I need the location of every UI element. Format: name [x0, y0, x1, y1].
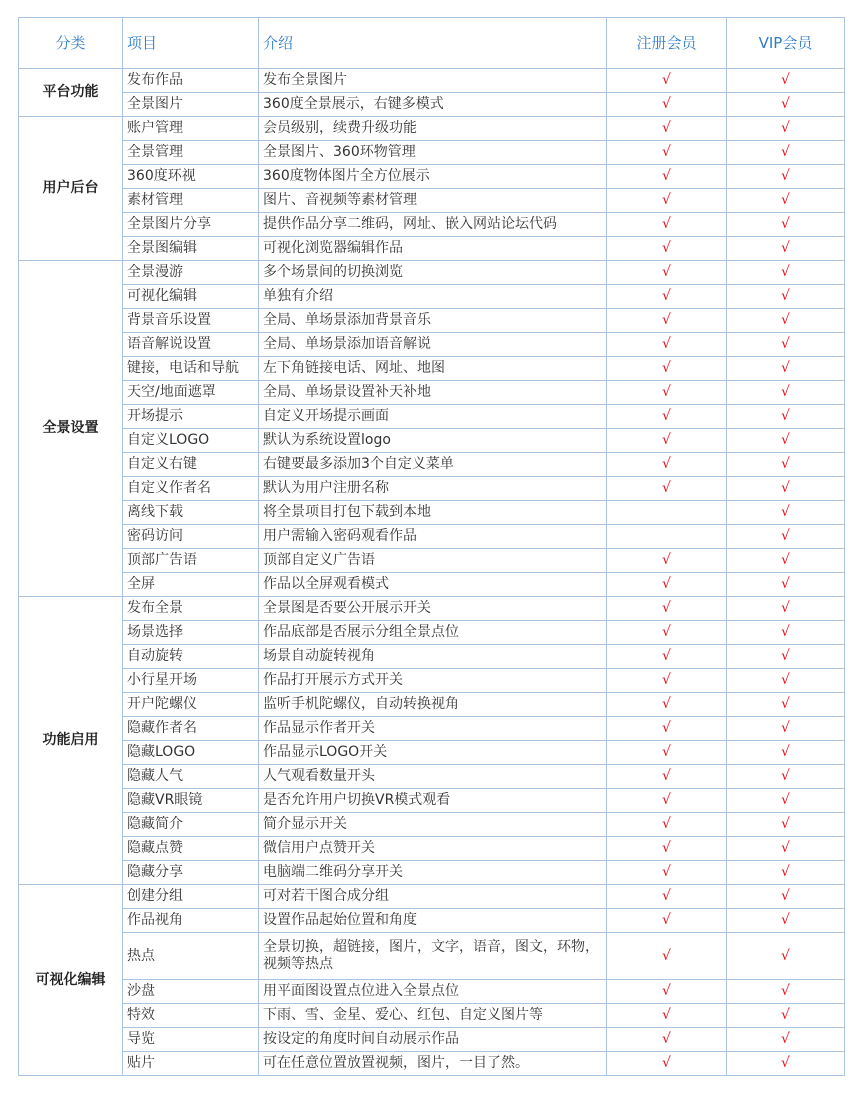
item-cell: 密码访问 — [123, 525, 259, 549]
table-row — [19, 1052, 845, 1076]
intro-cell: 可在任意位置放置视频，图片，一目了然。 — [259, 1052, 607, 1076]
registered-check-cell — [607, 909, 727, 933]
check-mark-icon: √ — [781, 384, 790, 400]
vip-check-cell — [727, 237, 845, 261]
check-mark-icon: √ — [662, 768, 671, 784]
table-row — [19, 885, 845, 909]
item-cell: 隐藏LOGO — [123, 741, 259, 765]
check-mark-icon: √ — [781, 1007, 790, 1023]
intro-cell: 会员级别，续费升级功能 — [259, 117, 607, 141]
check-mark-icon: √ — [662, 648, 671, 664]
category-cell: 功能启用 — [19, 597, 123, 885]
header-row — [19, 18, 845, 69]
check-mark-icon: √ — [781, 720, 790, 736]
registered-check-cell — [607, 645, 727, 669]
table-row — [19, 597, 845, 621]
check-mark-icon: √ — [662, 552, 671, 568]
item-cell: 隐藏点赞 — [123, 837, 259, 861]
vip-check-cell — [727, 285, 845, 309]
check-mark-icon: √ — [781, 432, 790, 448]
intro-cell: 提供作品分享二维码，网址、嵌入网站论坛代码 — [259, 213, 607, 237]
intro-cell: 默认为系统设置logo — [259, 429, 607, 453]
vip-check-cell — [727, 717, 845, 741]
table-row — [19, 357, 845, 381]
check-mark-icon: √ — [662, 96, 671, 112]
table-row — [19, 693, 845, 717]
item-cell: 特效 — [123, 1004, 259, 1028]
item-cell: 开户陀螺仪 — [123, 693, 259, 717]
item-cell: 贴片 — [123, 1052, 259, 1076]
table-row — [19, 861, 845, 885]
check-mark-icon: √ — [662, 312, 671, 328]
vip-check-cell — [727, 261, 845, 285]
check-mark-icon: √ — [781, 144, 790, 160]
item-cell: 全景图片 — [123, 93, 259, 117]
vip-check-cell — [727, 909, 845, 933]
intro-cell: 用户需输入密码观看作品 — [259, 525, 607, 549]
check-mark-icon: √ — [662, 1055, 671, 1071]
check-mark-icon: √ — [781, 1055, 790, 1071]
header-intro: 介绍 — [259, 18, 607, 69]
vip-check-cell — [727, 93, 845, 117]
check-mark-icon: √ — [662, 888, 671, 904]
check-mark-icon: √ — [781, 504, 790, 520]
vip-check-cell — [727, 69, 845, 93]
intro-cell: 作品显示作者开关 — [259, 717, 607, 741]
table-row — [19, 189, 845, 213]
intro-cell: 单独有介绍 — [259, 285, 607, 309]
intro-cell: 场景自动旋转视角 — [259, 645, 607, 669]
check-mark-icon: √ — [781, 888, 790, 904]
item-cell: 开场提示 — [123, 405, 259, 429]
registered-check-cell — [607, 429, 727, 453]
registered-check-cell — [607, 477, 727, 501]
check-mark-icon: √ — [781, 120, 790, 136]
vip-check-cell — [727, 813, 845, 837]
item-cell: 键接，电话和导航 — [123, 357, 259, 381]
item-cell: 发布全景 — [123, 597, 259, 621]
item-cell: 360度环视 — [123, 165, 259, 189]
check-mark-icon: √ — [781, 192, 790, 208]
check-mark-icon: √ — [662, 1031, 671, 1047]
registered-check-cell — [607, 1028, 727, 1052]
registered-check-cell — [607, 93, 727, 117]
header-vip-member: VIP会员 — [727, 18, 845, 69]
table-row — [19, 525, 845, 549]
check-mark-icon: √ — [662, 624, 671, 640]
registered-check-cell — [607, 597, 727, 621]
intro-cell: 作品底部是否展示分组全景点位 — [259, 621, 607, 645]
intro-cell: 可对若干图合成分组 — [259, 885, 607, 909]
table-row — [19, 669, 845, 693]
table-row — [19, 837, 845, 861]
intro-cell: 360度全景展示，右键多模式 — [259, 93, 607, 117]
table-row — [19, 933, 845, 980]
intro-cell: 全局、单场景添加背景音乐 — [259, 309, 607, 333]
table-row — [19, 237, 845, 261]
intro-cell: 默认为用户注册名称 — [259, 477, 607, 501]
item-cell: 语音解说设置 — [123, 333, 259, 357]
item-cell: 创建分组 — [123, 885, 259, 909]
table-row — [19, 741, 845, 765]
check-mark-icon: √ — [662, 264, 671, 280]
vip-check-cell — [727, 309, 845, 333]
item-cell: 离线下载 — [123, 501, 259, 525]
intro-cell: 将全景项目打包下载到本地 — [259, 501, 607, 525]
check-mark-icon: √ — [662, 840, 671, 856]
check-mark-icon: √ — [781, 864, 790, 880]
registered-check-cell — [607, 789, 727, 813]
intro-cell: 多个场景间的切换浏览 — [259, 261, 607, 285]
intro-cell: 全景图是否要公开展示开关 — [259, 597, 607, 621]
check-mark-icon: √ — [662, 720, 671, 736]
table-row — [19, 813, 845, 837]
intro-cell: 右键要最多添加3个自定义菜单 — [259, 453, 607, 477]
vip-check-cell — [727, 597, 845, 621]
registered-check-cell — [607, 69, 727, 93]
table-row — [19, 765, 845, 789]
check-mark-icon: √ — [781, 552, 790, 568]
intro-cell: 设置作品起始位置和角度 — [259, 909, 607, 933]
check-mark-icon: √ — [662, 744, 671, 760]
intro-cell: 全局、单场景添加语音解说 — [259, 333, 607, 357]
item-cell: 天空/地面遮罩 — [123, 381, 259, 405]
check-mark-icon: √ — [781, 288, 790, 304]
item-cell: 隐藏VR眼镜 — [123, 789, 259, 813]
category-cell: 用户后台 — [19, 117, 123, 261]
vip-check-cell — [727, 693, 845, 717]
registered-check-cell — [607, 117, 727, 141]
check-mark-icon: √ — [662, 864, 671, 880]
check-mark-icon: √ — [662, 432, 671, 448]
vip-check-cell — [727, 549, 845, 573]
table-row — [19, 645, 845, 669]
table-row — [19, 141, 845, 165]
vip-check-cell — [727, 1052, 845, 1076]
check-mark-icon: √ — [781, 480, 790, 496]
vip-check-cell — [727, 789, 845, 813]
table-row — [19, 429, 845, 453]
check-mark-icon: √ — [662, 168, 671, 184]
item-cell: 隐藏作者名 — [123, 717, 259, 741]
table-row — [19, 93, 845, 117]
registered-check-cell — [607, 501, 727, 525]
check-mark-icon: √ — [662, 456, 671, 472]
table-row — [19, 333, 845, 357]
table-row — [19, 261, 845, 285]
table-row — [19, 501, 845, 525]
vip-check-cell — [727, 933, 845, 980]
check-mark-icon: √ — [781, 264, 790, 280]
vip-check-cell — [727, 141, 845, 165]
registered-check-cell — [607, 741, 727, 765]
intro-cell: 监听手机陀螺仪，自动转换视角 — [259, 693, 607, 717]
check-mark-icon: √ — [662, 240, 671, 256]
check-mark-icon: √ — [781, 648, 790, 664]
check-mark-icon: √ — [662, 983, 671, 999]
item-cell: 全屏 — [123, 573, 259, 597]
table-row — [19, 789, 845, 813]
intro-cell: 下雨、雪、金星、爱心、红包、自定义图片等 — [259, 1004, 607, 1028]
category-cell: 全景设置 — [19, 261, 123, 597]
registered-check-cell — [607, 669, 727, 693]
item-cell: 顶部广告语 — [123, 549, 259, 573]
intro-cell: 360度物体图片全方位展示 — [259, 165, 607, 189]
check-mark-icon: √ — [662, 672, 671, 688]
vip-check-cell — [727, 837, 845, 861]
check-mark-icon: √ — [781, 947, 790, 964]
registered-check-cell — [607, 261, 727, 285]
header-registered-member: 注册会员 — [607, 18, 727, 69]
registered-check-cell — [607, 189, 727, 213]
intro-cell: 左下角链接电话、网址、地图 — [259, 357, 607, 381]
check-mark-icon: √ — [781, 672, 790, 688]
item-cell: 场景选择 — [123, 621, 259, 645]
registered-check-cell — [607, 1052, 727, 1076]
table-row — [19, 573, 845, 597]
intro-cell: 顶部自定义广告语 — [259, 549, 607, 573]
table-row — [19, 717, 845, 741]
registered-check-cell — [607, 885, 727, 909]
registered-check-cell — [607, 453, 727, 477]
registered-check-cell — [607, 837, 727, 861]
check-mark-icon: √ — [781, 624, 790, 640]
registered-check-cell — [607, 525, 727, 549]
vip-check-cell — [727, 885, 845, 909]
item-cell: 全景漫游 — [123, 261, 259, 285]
check-mark-icon: √ — [781, 168, 790, 184]
check-mark-icon: √ — [781, 240, 790, 256]
check-mark-icon: √ — [662, 144, 671, 160]
check-mark-icon: √ — [662, 120, 671, 136]
vip-check-cell — [727, 213, 845, 237]
check-mark-icon: √ — [781, 768, 790, 784]
vip-check-cell — [727, 333, 845, 357]
category-cell: 可视化编辑 — [19, 885, 123, 1076]
item-cell: 全景管理 — [123, 141, 259, 165]
check-mark-icon: √ — [781, 528, 790, 544]
item-cell: 作品视角 — [123, 909, 259, 933]
vip-check-cell — [727, 381, 845, 405]
table-row — [19, 285, 845, 309]
intro-cell: 作品以全屏观看模式 — [259, 573, 607, 597]
vip-check-cell — [727, 453, 845, 477]
vip-check-cell — [727, 669, 845, 693]
check-mark-icon: √ — [662, 947, 671, 964]
vip-check-cell — [727, 765, 845, 789]
vip-check-cell — [727, 861, 845, 885]
header-item: 项目 — [123, 18, 259, 69]
membership-feature-table — [18, 17, 845, 1076]
table-row — [19, 381, 845, 405]
vip-check-cell — [727, 621, 845, 645]
intro-cell: 全景图片、360环物管理 — [259, 141, 607, 165]
item-cell: 导览 — [123, 1028, 259, 1052]
item-cell: 沙盘 — [123, 980, 259, 1004]
registered-check-cell — [607, 165, 727, 189]
vip-check-cell — [727, 405, 845, 429]
vip-check-cell — [727, 165, 845, 189]
intro-cell: 电脑端二维码分享开关 — [259, 861, 607, 885]
registered-check-cell — [607, 717, 727, 741]
table-row — [19, 549, 845, 573]
check-mark-icon: √ — [781, 336, 790, 352]
vip-check-cell — [727, 429, 845, 453]
intro-cell: 用平面图设置点位进入全景点位 — [259, 980, 607, 1004]
registered-check-cell — [607, 237, 727, 261]
check-mark-icon: √ — [781, 983, 790, 999]
item-cell: 背景音乐设置 — [123, 309, 259, 333]
check-mark-icon: √ — [662, 336, 671, 352]
check-mark-icon: √ — [662, 792, 671, 808]
intro-cell: 发布全景图片 — [259, 69, 607, 93]
check-mark-icon: √ — [662, 360, 671, 376]
item-cell: 全景图片分享 — [123, 213, 259, 237]
check-mark-icon: √ — [781, 1031, 790, 1047]
vip-check-cell — [727, 501, 845, 525]
table-row — [19, 980, 845, 1004]
check-mark-icon: √ — [781, 696, 790, 712]
table-row — [19, 165, 845, 189]
check-mark-icon: √ — [781, 792, 790, 808]
check-mark-icon: √ — [781, 96, 790, 112]
table-body — [19, 69, 845, 1076]
table-row — [19, 117, 845, 141]
registered-check-cell — [607, 861, 727, 885]
registered-check-cell — [607, 357, 727, 381]
registered-check-cell — [607, 621, 727, 645]
item-cell: 隐藏人气 — [123, 765, 259, 789]
intro-cell: 自定义开场提示画面 — [259, 405, 607, 429]
vip-check-cell — [727, 117, 845, 141]
intro-cell: 按设定的角度时间自动展示作品 — [259, 1028, 607, 1052]
item-cell: 全景图编辑 — [123, 237, 259, 261]
check-mark-icon: √ — [781, 912, 790, 928]
check-mark-icon: √ — [781, 816, 790, 832]
check-mark-icon: √ — [662, 480, 671, 496]
vip-check-cell — [727, 645, 845, 669]
check-mark-icon: √ — [781, 456, 790, 472]
table-row — [19, 453, 845, 477]
registered-check-cell — [607, 765, 727, 789]
check-mark-icon: √ — [662, 576, 671, 592]
vip-check-cell — [727, 477, 845, 501]
check-mark-icon: √ — [662, 696, 671, 712]
vip-check-cell — [727, 1004, 845, 1028]
item-cell: 隐藏简介 — [123, 813, 259, 837]
table-row — [19, 1028, 845, 1052]
vip-check-cell — [727, 980, 845, 1004]
vip-check-cell — [727, 741, 845, 765]
check-mark-icon: √ — [781, 312, 790, 328]
vip-check-cell — [727, 189, 845, 213]
registered-check-cell — [607, 309, 727, 333]
registered-check-cell — [607, 213, 727, 237]
check-mark-icon: √ — [781, 72, 790, 88]
intro-cell: 图片、音视频等素材管理 — [259, 189, 607, 213]
registered-check-cell — [607, 980, 727, 1004]
category-cell: 平台功能 — [19, 69, 123, 117]
table-row — [19, 309, 845, 333]
check-mark-icon: √ — [662, 384, 671, 400]
table-row — [19, 621, 845, 645]
check-mark-icon: √ — [662, 216, 671, 232]
item-cell: 可视化编辑 — [123, 285, 259, 309]
item-cell: 自定义LOGO — [123, 429, 259, 453]
check-mark-icon: √ — [781, 744, 790, 760]
registered-check-cell — [607, 1004, 727, 1028]
table-row — [19, 69, 845, 93]
table-row — [19, 477, 845, 501]
item-cell: 账户管理 — [123, 117, 259, 141]
vip-check-cell — [727, 525, 845, 549]
intro-cell: 全景切换，超链接，图片，文字，语音，图文，环物，视频等热点 — [259, 933, 607, 980]
check-mark-icon: √ — [662, 408, 671, 424]
check-mark-icon: √ — [662, 816, 671, 832]
item-cell: 自定义作者名 — [123, 477, 259, 501]
registered-check-cell — [607, 813, 727, 837]
intro-cell: 人气观看数量开头 — [259, 765, 607, 789]
item-cell: 自定义右键 — [123, 453, 259, 477]
item-cell: 热点 — [123, 933, 259, 980]
check-mark-icon: √ — [781, 216, 790, 232]
vip-check-cell — [727, 573, 845, 597]
item-cell: 素材管理 — [123, 189, 259, 213]
check-mark-icon: √ — [662, 600, 671, 616]
header-category: 分类 — [19, 18, 123, 69]
registered-check-cell — [607, 933, 727, 980]
registered-check-cell — [607, 549, 727, 573]
intro-cell: 微信用户点赞开关 — [259, 837, 607, 861]
intro-cell: 作品打开展示方式开关 — [259, 669, 607, 693]
check-mark-icon: √ — [781, 408, 790, 424]
item-cell: 自动旋转 — [123, 645, 259, 669]
item-cell: 小行星开场 — [123, 669, 259, 693]
item-cell: 发布作品 — [123, 69, 259, 93]
check-mark-icon: √ — [662, 1007, 671, 1023]
check-mark-icon: √ — [662, 912, 671, 928]
table-row — [19, 1004, 845, 1028]
registered-check-cell — [607, 405, 727, 429]
check-mark-icon: √ — [781, 600, 790, 616]
check-mark-icon: √ — [781, 360, 790, 376]
intro-cell: 简介显示开关 — [259, 813, 607, 837]
intro-cell: 全局、单场景设置补天补地 — [259, 381, 607, 405]
check-mark-icon: √ — [662, 288, 671, 304]
intro-cell: 可视化浏览器编辑作品 — [259, 237, 607, 261]
registered-check-cell — [607, 141, 727, 165]
check-mark-icon: √ — [662, 192, 671, 208]
intro-cell: 是否允许用户切换VR模式观看 — [259, 789, 607, 813]
registered-check-cell — [607, 333, 727, 357]
vip-check-cell — [727, 1028, 845, 1052]
check-mark-icon: √ — [781, 840, 790, 856]
registered-check-cell — [607, 285, 727, 309]
intro-cell: 作品显示LOGO开关 — [259, 741, 607, 765]
vip-check-cell — [727, 357, 845, 381]
table-row — [19, 213, 845, 237]
table-row — [19, 405, 845, 429]
table-row — [19, 909, 845, 933]
registered-check-cell — [607, 573, 727, 597]
check-mark-icon: √ — [662, 72, 671, 88]
registered-check-cell — [607, 381, 727, 405]
item-cell: 隐藏分享 — [123, 861, 259, 885]
registered-check-cell — [607, 693, 727, 717]
check-mark-icon: √ — [781, 576, 790, 592]
